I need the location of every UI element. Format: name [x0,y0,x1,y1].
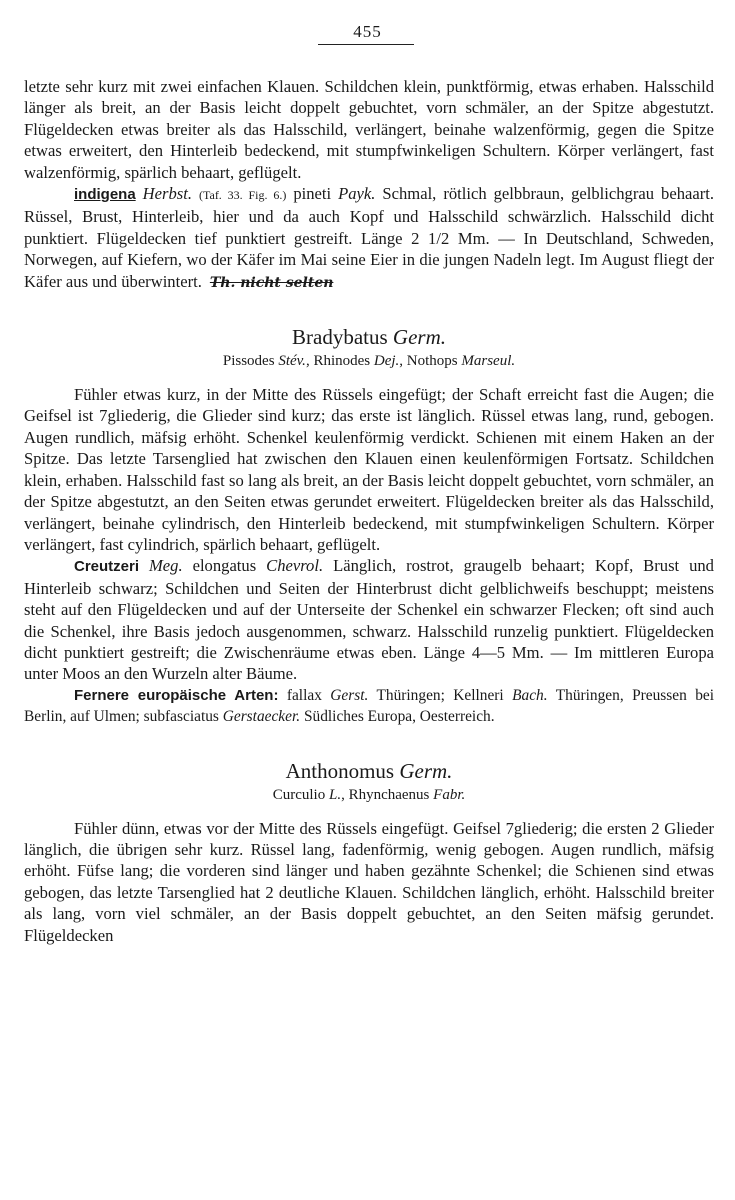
genus-heading-bradybatus [24,324,714,350]
further-species-text: fallax [278,686,331,704]
genus-name: Bradybatus [292,325,388,350]
species-author: Gerst. [330,686,369,704]
genus-synonyms: Pissodes Stév., Rhinodes Dej., Nothops Marseul. [222,353,516,370]
genus-synonyms: Curculio L., Rhynchaenus Fabr. [272,786,466,803]
genus-description: Fühler dünn, etwas vor der Mitte des Rüssels eingefügt. Geifsel 7gliederig; die ersten 2 Glieder länglich, die übrigen sehr kurz. Rüssel lang, fadenförmig, wenig gebogen. Augen rundlich, mäfsig erhöht. Füfse lang; die vorderen sind länger und haben gezähnte Schenkel; die Schienen sind etwas gebogen, das letzte Tarsenglied hat 2 deutliche Klauen. Schildchen länglich, erhöht. Halsschild breiter als lang, vorn viel schmäler, an der Basis doppelt gebuchtet, an den Seiten mäfsig gerundet. Flügeldecken [24,818,714,945]
species-author: Herbst. [142,184,192,204]
species-description: Länglich, rostrot, graugelb behaart; Kopf, Brust und Hinterleib schwarz; Schildchen und Seiten der Hinterbrust dicht gelblichweifs beschuppt; meistens steht auf den Flügeldecken und auf der Unterseite der Schenkel ein schwarzer Flecken; oft sind auch die Schenkel, ihre Basis jedoch ausgenommen, schwarz. Halsschild runzelig punktiert. Flügeldecken dicht punktiert gestreift; die Zwischenräume etwas eben. Länge 4—5 Mm. — Im mittleren Europa unter Moos an den Wurzeln alter Bäume. [24,556,714,684]
synonym: Nothops [406,353,458,370]
plate-reference: (Taf. 33. Fig. 6.) [199,188,287,203]
species-author: Gerstaecker. [222,708,301,726]
genus-description: Fühler etwas kurz, in der Mitte des Rüssels eingefügt; der Schaft erreicht fast die Augen; die Geifsel ist 7gliederig, die Glieder sind kurz; das erste ist länglich. Rüssel etwas lang, rund, gebogen. Augen rundlich, mäfsig erhöht. Schenkel keulenförmig verdickt. Schienen mit einem Haken an der Spitze. Das letzte Tarsenglied hat zwischen den Klauen einen keulenförmigen Fortsatz. Schildchen klein, erhaben. Halsschild fast so lang als breit, an der Basis leicht doppelt gebuchtet, vorn schmäler, an der Spitze abgestutzt, an den Seiten etwas gerundet erweitert. Flügeldecken breiter als das Halsschild, verlängert, beinahe cylindrisch, den Hinterleib bedeckend, mit stumpfwinkeligen Schultern. Körper verlängert, fast cylindrich, spärlich behaart, geflügelt. [24,385,714,554]
species-name: Creutzeri [74,558,140,576]
synonym: elongatus [182,556,267,576]
species-author: Bach. [512,686,548,704]
genus-author: Germ. [399,758,453,783]
synonym: Rhynchaenus [348,786,430,803]
synonym-author: Chevrol. [266,556,324,576]
genus-name: Anthonomus [285,758,395,783]
genus-author: Germ. [392,325,446,350]
further-species-text: Thüringen, Preussen bei Berlin, auf Ulmen; subfasciatus [24,686,714,726]
synonym-author: Stév. [278,353,306,370]
further-species-text: Südliches Europa, Oesterreich. [300,708,495,726]
further-species-text: Thüringen; Kellneri [368,686,513,704]
synonym: pineti [286,184,339,204]
page-number: 455 [353,22,382,41]
synonym-author: Dej. [373,353,400,370]
further-species [24,685,714,728]
synonym: Rhinodes [313,353,371,370]
species-name: indigena [74,186,136,204]
handwritten-note: Th. nicht selten [209,274,334,291]
species-author: Meg. [148,556,183,576]
page-number-rule [318,44,414,45]
species-creutzeri [24,555,714,684]
species-indigena [24,183,714,294]
synonym: Pissodes [222,353,275,370]
synonym-author: L. [328,786,342,803]
synonym: Curculio [272,786,326,803]
species-description: Schmal, rötlich gelbbraun, gelblichgrau behaart. Rüssel, Brust, Hinterleib, hier und da auch Kopf und Halsschild schwärzlich. Halsschild dicht punktiert. Flügeldecken tief punktiert gestreift. Länge 2 1/2 Mm. — In Deutschland, Schweden, Norwegen, auf Kiefern, wo der Käfer im Mai seine Eier in die jungen Nadeln legt. Im August fliegt der Käfer aus und überwintert. [24,184,715,291]
synonym-author: Marseul. [461,353,516,370]
synonym-author: Payk. [338,184,376,204]
body-text [24,76,714,946]
synonym-author: Fabr. [433,786,466,803]
genus-heading-anthonomus [24,758,714,784]
further-species-label: Fernere europäische Arten: [74,686,279,704]
intro-paragraph: letzte sehr kurz mit zwei einfachen Klauen. Schildchen klein, punktförmig, etwas erhaben. Halsschild länger als breit, an der Basis leicht doppelt gebuchtet, vorn schmäler, an der Spitze abgestutzt. Flügeldecken etwas breiter als das Halsschild, verlängert, beinahe walzenförmig, gegen die Spitze etwas erweitert, den Hinterleib bedeckend, mit stumpfwinkeligen Schultern. Körper verlängert, fast walzenförmig, spärlich behaart, geflügelt. [24,77,714,182]
